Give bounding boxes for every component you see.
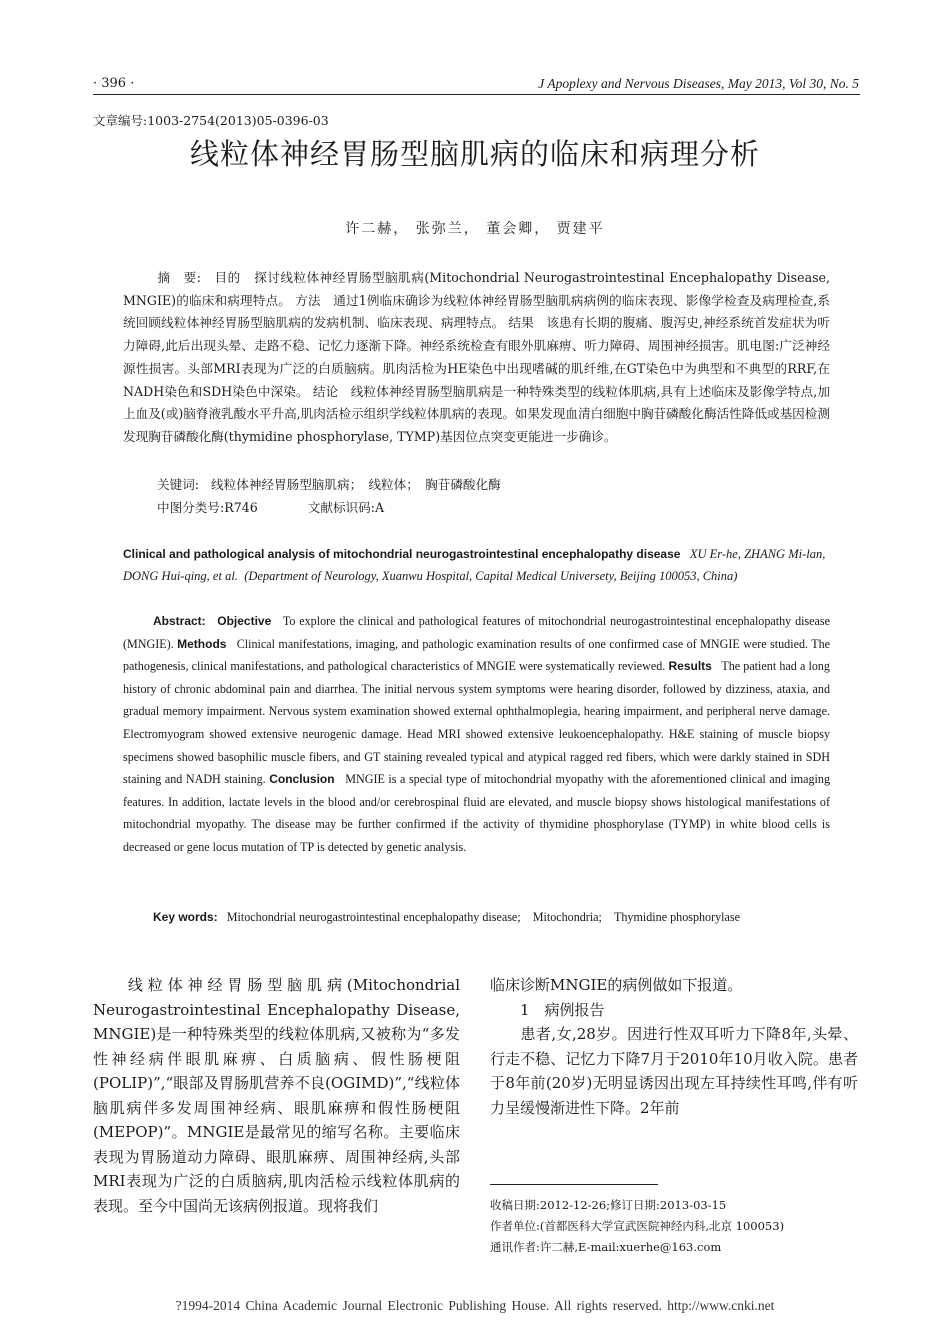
intro-continuation: 临床诊断MNGIE的病例做如下报道。 bbox=[490, 976, 743, 994]
clc-label: 中图分类号: bbox=[157, 500, 225, 515]
footnote-corresponding: 通讯作者:许二赫,E-mail:xuerhe@163.com bbox=[490, 1240, 722, 1254]
english-title: Clinical and pathological analysis of mitochondrial neurogastrointestinal encephalopathy disease bbox=[123, 547, 681, 561]
page-title: 线粒体神经胃肠型脑肌病的临床和病理分析 bbox=[189, 137, 760, 171]
keywords-zh-label: 关键词: bbox=[157, 477, 200, 492]
abstract-en bbox=[123, 610, 830, 859]
english-affiliation: (Department of Neurology, Xuanwu Hospital, Capital Medical Universety, Beijing 100053, China) bbox=[244, 569, 738, 583]
methods-label: 方法 bbox=[295, 292, 321, 308]
doc-code-value: A bbox=[374, 500, 385, 515]
journal-citation: J Apoplexy and Nervous Diseases, May 2013, Vol 30, No. 5 bbox=[538, 76, 859, 91]
english-title-block bbox=[123, 543, 830, 587]
keywords-en bbox=[123, 906, 830, 929]
keywords-zh-values: 线粒体神经胃肠型脑肌病； 线粒体； 胸苷磷酸化酶 bbox=[211, 477, 501, 492]
objective-text: 探讨线粒体神经胃肠型脑肌病(Mitochondrial Neurogastrointestinal Encephalopathy Disease, MNGIE)的临床和病理特点。 bbox=[123, 270, 831, 308]
header-rule bbox=[93, 94, 860, 95]
footnote-affiliation: 作者单位:(首都医科大学宣武医院神经内科,北京 100053) bbox=[490, 1219, 785, 1233]
objective-en-text: To explore the clinical and pathological features of mitochondrial neurogastrointestinal encephalopathy disease (MNGIE). bbox=[123, 614, 830, 651]
keywords-en-values: Mitochondrial neurogastrointestinal encephalopathy disease; Mitochondria; Thymidine phosphorylase bbox=[226, 910, 740, 924]
english-authors: XU Er-he, ZHANG Mi-lan, DONG Hui-qing, et al. bbox=[123, 547, 826, 583]
abstract-en-label: Abstract: bbox=[153, 614, 206, 628]
keywords-zh bbox=[157, 474, 501, 493]
intro-paragraph: 线粒体神经胃肠型脑肌病(Mitochondrial Neurogastrointestinal Encephalopathy Disease, MNGIE)是一种特殊类型的线粒体肌病,又被称为“多发性神经病伴眼肌麻痹、白质脑病、假性肠梗阻(POLIP)”,“眼部及胃肠肌营养不良(OGIMD)”,“线粒体脑肌病伴多发周围神经病、眼肌麻痹和假性肠梗阻(MEPOP)”。MNGIE是最常见的缩写名称。主要临床表现为胃肠道动力障碍、眼肌麻痹、周围神经病,头部MRI表现为广泛的白质脑病,肌肉活检示线粒体肌病的表现。至今中国尚无该病例报道。现将我们 bbox=[93, 976, 460, 1215]
body-right-column bbox=[490, 973, 858, 1120]
abstract-zh bbox=[123, 267, 830, 449]
footnote-rule bbox=[490, 1184, 658, 1185]
objective-label: 目的 bbox=[214, 270, 241, 285]
classification bbox=[157, 497, 384, 516]
conclusion-label: 结论 bbox=[312, 383, 339, 399]
conclusion-en-label: Conclusion bbox=[269, 772, 335, 787]
keywords-en-label: Key words: bbox=[153, 910, 218, 924]
results-text: 该患有长期的腹痛、腹泻史,神经系统首发症状为听力障碍,此后出现头晕、走路不稳、记忆力逐渐下降。神经系统检查有眼外肌麻痹、听力障碍、周围神经损害。肌电图:广泛神经源性损害。头部MRI表现为广泛的白质脑病。肌肉活检为HE染色中出现嗜碱的肌纤维,在GT染色中为典型和不典型的RRF,在NADH染色和SDH染色中深染。 bbox=[123, 315, 831, 399]
methods-en-label: Methods bbox=[177, 636, 227, 651]
results-en-text: The patient had a long history of chronic abdominal pain and diarrhea. The initial nervous system symptoms were hearing disorder, followed by dizziness, ataxia, and gradual memory impairment. Nervous system examination showed external ophthalmoplegia, hearing impairment, and peripheral nerve damage. Electromyogram showed extensive neurogenic damage. Head MRI showed extensive leukoencephalopathy. H&E staining of muscle biopsy specimens showed basophilic muscle fibers, and GT staining revealed typical and atypical ragged red fibers, which were darkly stained in SDH staining and NADH staining. bbox=[123, 659, 830, 787]
results-label: 结果 bbox=[508, 315, 534, 331]
authors: 许二赫， 张弥兰， 董会卿， 贾建平 bbox=[345, 221, 605, 237]
methods-en-text: Clinical manifestations, imaging, and pathologic examination results of one confirmed case of MNGIE were studied. The pathogenesis, clinical manifestations, and pathological characteristics of MNGIE were systematically reviewed. bbox=[123, 636, 831, 674]
doc-code-label: 文献标识码: bbox=[307, 500, 375, 515]
objective-en-label: Objective bbox=[217, 614, 272, 628]
article-number: 文章编号:1003-2754(2013)05-0396-03 bbox=[93, 113, 329, 128]
page-number: · 396 · bbox=[93, 76, 135, 91]
body-left-column bbox=[93, 973, 460, 1218]
footnote-dates: 收稿日期:2012-12-26;修订日期:2013-03-15 bbox=[490, 1198, 727, 1212]
section-heading: 1 病例报告 bbox=[520, 1000, 605, 1019]
abstract-zh-label: 摘 要: bbox=[157, 270, 202, 285]
results-en-label: Results bbox=[668, 659, 712, 674]
clc-value: R746 bbox=[224, 500, 258, 515]
copyright-footer: ?1994-2014 China Academic Journal Electronic Publishing House. All rights reserved. http://www.cnki.net bbox=[175, 1298, 775, 1313]
conclusion-en-text: MNGIE is a special type of mitochondrial myopathy with the aforementioned clinical and imaging features. In addition, lactate levels in the blood and/or cerebrospinal fluid are elevated, and muscle biopsy shows histological manifestations of mitochondrial myopathy. The disease may be further confirmed if the activity of thymidine phosphorylase (TYMP) in white blood cells is decreased or gene locus mutation of TP is detected by genetic analysis. bbox=[123, 772, 830, 854]
case-report-paragraph: 患者,女,28岁。因进行性双耳听力下降8年,头晕、行走不稳、记忆力下降7月于2010年10月收入院。患者于8年前(20岁)无明显诱因出现左耳持续性耳鸣,伴有听力呈缓慢渐进性下降。2年前 bbox=[490, 1025, 858, 1117]
conclusion-text: 线粒体神经胃肠型脑肌病是一种特殊类型的线粒体肌病,具有上述临床及影像学特点,加上血及(或)脑脊液乳酸水平升高,肌肉活检示组织学线粒体肌病的表现。如果发现血清白细胞中胸苷磷酸化酶活性降低或基因检测发现胸苷磷酸化酶(thymidine phosphorylase, TYMP)基因位点突变更能进一步确诊。 bbox=[123, 383, 830, 444]
methods-text: 通过1例临床确诊为线粒体神经胃肠型脑肌病病例的临床表现、影像学检查及病理检查,系统回顾线粒体神经胃肠型脑肌病的发病机制、临床表现、病理特点。 bbox=[123, 292, 830, 331]
